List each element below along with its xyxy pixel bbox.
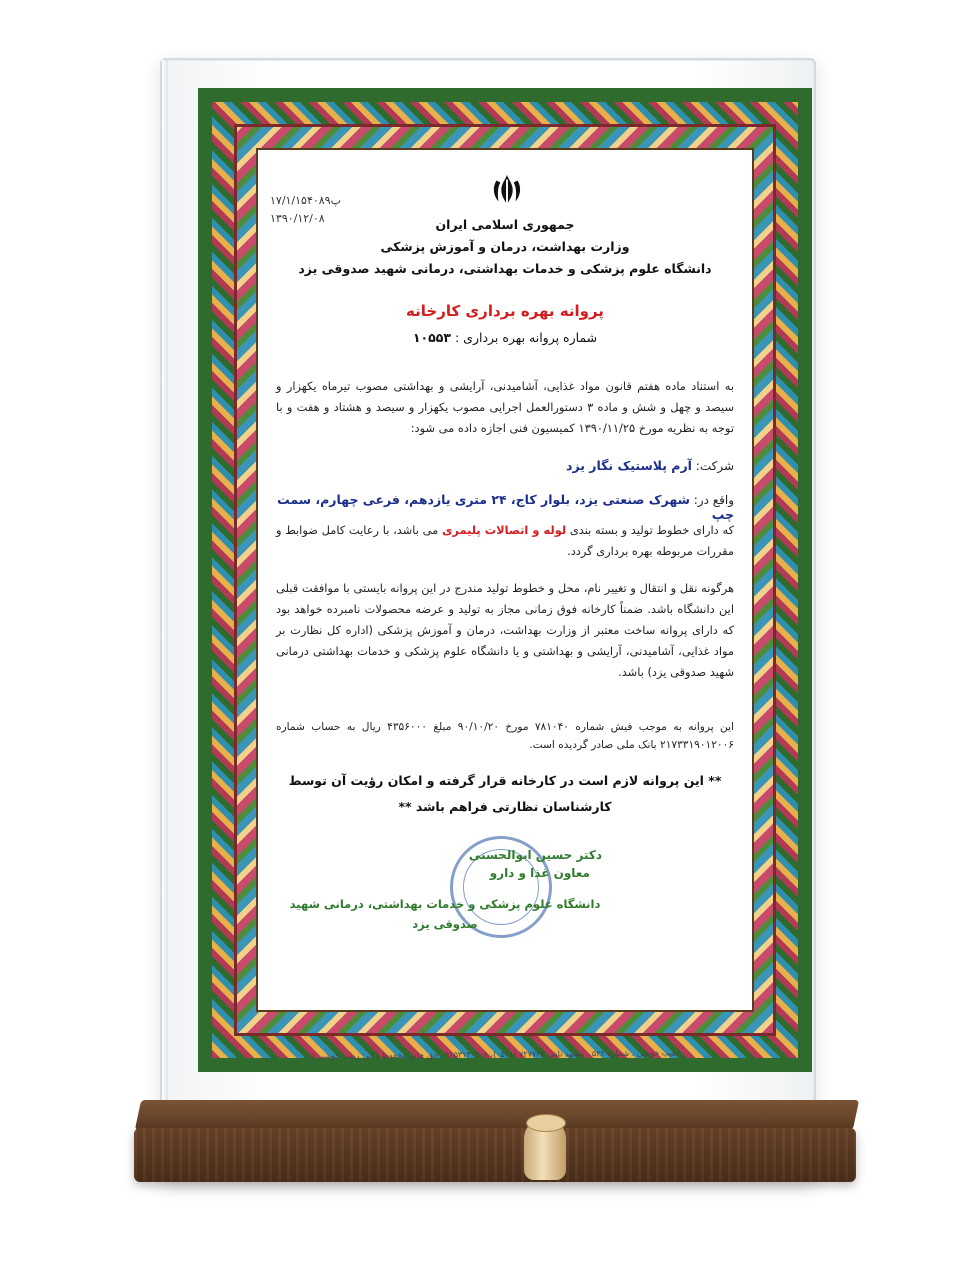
wooden-base-grain	[134, 1128, 856, 1182]
brass-knob-top	[526, 1114, 566, 1132]
location-line	[276, 492, 734, 522]
acrylic-edge	[162, 60, 168, 1170]
reference-date: ۱۳۹۰/۱۲/۰۸	[270, 212, 325, 225]
reference-number: ۱۷/۱/۱۵۴۰۸۹پ	[270, 194, 341, 207]
paragraph-conditions: هرگونه نقل و انتقال و تغییر نام، محل و خطوط تولید مندرج در این پروانه بایستی با موافقت قبلی این دانشگاه باشد. ضمناً کارخانه فوق زمانی مجاز به تولید و عرضه محصولات نامبرده خواهد بود که دارای پروانه ساخت معتبر از وزارت بهداشت، درمان و آموزش پزشکی (اداره کل نظارت بر مواد غذایی، آشامیدنی، آرایشی و بهداشتی و یا دانشگاه علوم پزشکی و خدمات بهداشتی درمانی شهید صدوقی یزد) باشد.	[276, 581, 734, 679]
production-text-end: می باشد، با رعایت کامل ضوابط و مقررات مربوطه بهره برداری گردد.	[276, 523, 734, 558]
wooden-base-top	[135, 1100, 859, 1130]
certificate-paper	[256, 148, 754, 1012]
display-requirement-note: ** این پروانه لازم است در کارخانه قرار گرفته و امکان رؤیت آن توسط کارشناسان نظارتی فراهم باشد **	[288, 773, 722, 814]
product-name: لوله و اتصالات پلیمری	[441, 523, 567, 537]
production-text-start: که دارای خطوط تولید و بسته بندی	[569, 523, 734, 537]
paragraph-payment: این پروانه به موجب فیش شماره ۷۸۱۰۴۰ مورخ ۹۰/۱۰/۲۰ مبلغ ۴۳۵۶۰۰۰ ریال به حساب شماره ۲۱۷۳۳۱۹۰۱۲۰۰۶ بانک ملی صادر گردیده است.	[276, 721, 734, 751]
license-number: ۱۰۵۵۳	[412, 330, 451, 345]
company-label: شرکت:	[695, 459, 734, 473]
paragraph-production-lines	[276, 520, 734, 562]
iran-emblem-icon	[488, 172, 526, 210]
frame-footer-credit: ذهیب خوشی . شماره ۵۲۲ . مشهد تلفن ۷۲۷۷۲۷ (۰۵۱۱)، ۰۹۱۵۳۱۳۰۴۰۸ حق چاپ محفوظ ( اثر: زینب خوشی )	[312, 1048, 680, 1061]
location-value: شهرک صنعتی یزد، بلوار کاج، ۲۴ متری یازدهم، فرعی چهارم، سمت چپ	[277, 492, 734, 522]
issuer-header	[258, 214, 752, 280]
license-label: شماره پروانه بهره برداری :	[454, 330, 598, 345]
signer-organization: دانشگاه علوم پزشکی و خدمات بهداشتی، درمانی شهید صدوقی یزد	[289, 897, 601, 931]
certificate-title: پروانه بهره برداری کارخانه	[406, 302, 604, 320]
header-line-1: جمهوری اسلامی ایران	[435, 217, 575, 232]
signer-name: دکتر حسین ابوالحسنی	[468, 848, 602, 862]
header-line-2: وزارت بهداشت، درمان و آموزش پزشکی	[380, 239, 630, 254]
paragraph-legal-basis: به استناد ماده هفتم قانون مواد غذایی، آشامیدنی، آرایشی و بهداشتی مصوب تیرماه یکهزار و سیصد و چهل و شش و ماده ۳ دستورالعمل اجرایی مصوب یکهزار و سیصد و هشتاد و هفت و با توجه به نظریه مورخ ۱۳۹۰/۱۱/۲۵ کمیسیون فنی اجازه داده می شود:	[276, 379, 734, 435]
license-number-line	[258, 330, 752, 345]
company-line	[276, 458, 734, 473]
header-line-3: دانشگاه علوم پزشکی و خدمات بهداشتی، درمانی شهید صدوقی یزد	[298, 261, 712, 276]
company-name: آرم پلاستیک نگار یزد	[566, 458, 692, 473]
signer-title: معاون غذا و دارو	[489, 866, 590, 880]
location-label: واقع در:	[693, 493, 734, 507]
